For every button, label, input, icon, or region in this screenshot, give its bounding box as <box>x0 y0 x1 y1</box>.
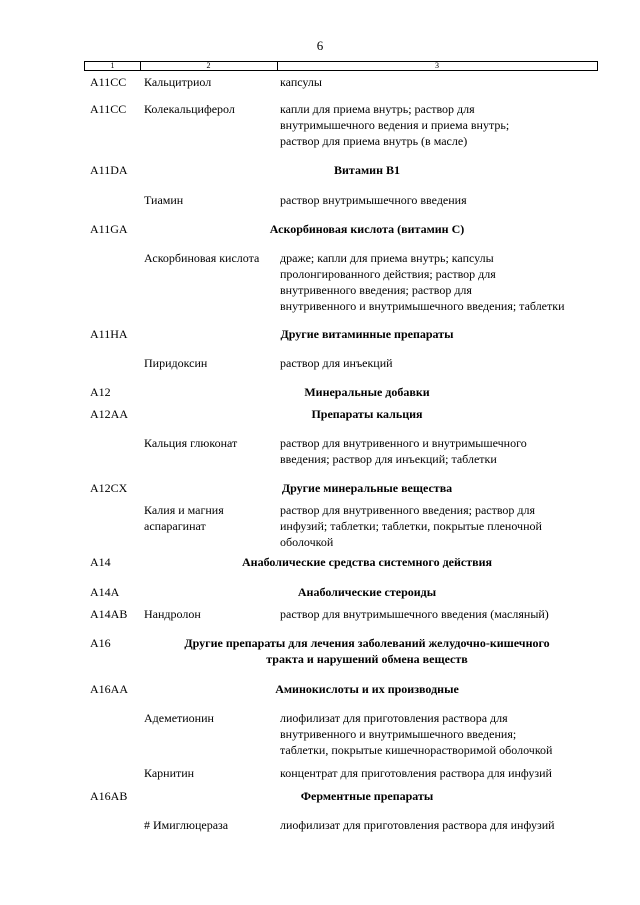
dosage-form: концентрат для приготовления раствора для инфузий <box>280 766 552 780</box>
dosage-form: лиофилизат для приготовления раствора для <box>280 711 508 725</box>
drug-name: аспарагинат <box>144 519 206 533</box>
group-heading: Другие витаминные препараты <box>280 327 454 341</box>
dosage-form: таблетки, покрытые кишечнорастворимой оболочкой <box>280 743 553 757</box>
group-heading: Другие минеральные вещества <box>281 481 453 495</box>
atc-code: A14A <box>90 585 120 599</box>
atc-code: A16 <box>90 636 111 650</box>
drug-name: Кальция глюконат <box>144 436 238 450</box>
dosage-form: внутривенного и внутримышечного введения; <box>280 727 517 741</box>
group-heading: Препараты кальция <box>311 407 423 421</box>
dosage-form: раствор внутримышечного введения <box>280 193 467 207</box>
drug-name: Адеметионин <box>144 711 214 725</box>
dosage-form: раствор для приема внутрь (в масле) <box>280 134 468 148</box>
dosage-form: внутривенного введения; раствор для <box>280 283 472 297</box>
group-heading: Ферментные препараты <box>300 789 434 803</box>
atc-code: A16AA <box>90 682 128 696</box>
column-number-2: 2 <box>140 62 278 70</box>
drug-name: # Имиглюцераза <box>144 818 229 832</box>
dosage-form: капсулы <box>280 75 322 89</box>
column-header-row <box>84 61 598 71</box>
dosage-form: раствор для внутривенного введения; раствор для <box>280 503 536 517</box>
group-heading: Минеральные добавки <box>304 385 430 399</box>
dosage-form: пролонгированного действия; раствор для <box>280 267 496 281</box>
dosage-form: раствор для внутривенного и внутримышечного <box>280 436 527 450</box>
drug-name: Пиридоксин <box>144 356 208 370</box>
drug-name: Карнитин <box>144 766 195 780</box>
group-heading: Анаболические средства системного действия <box>241 555 492 569</box>
drug-name: Тиамин <box>144 193 184 207</box>
atc-code: A11GA <box>90 222 128 236</box>
dosage-form: раствор для внутримышечного введения (масляный) <box>280 607 549 621</box>
atc-code: A14 <box>90 555 111 569</box>
atc-code: A12CX <box>90 481 128 495</box>
drug-name: Колекальциферол <box>144 102 235 116</box>
group-heading: Аминокислоты и их производные <box>275 682 459 696</box>
dosage-form: оболочкой <box>280 535 334 549</box>
group-heading: тракта и нарушений обмена веществ <box>266 652 468 666</box>
column-number-1: 1 <box>85 62 141 70</box>
atc-code: A11CC <box>90 102 127 116</box>
drug-name: Калия и магния <box>144 503 224 517</box>
dosage-form: внутривенного и внутримышечного введения; таблетки <box>280 299 565 313</box>
page-number: 6 <box>316 38 324 53</box>
drug-name: Кальцитриол <box>144 75 212 89</box>
atc-code: A14AB <box>90 607 128 621</box>
dosage-form: лиофилизат для приготовления раствора для инфузий <box>280 818 555 832</box>
atc-code: A11CC <box>90 75 127 89</box>
dosage-form: раствор для инъекций <box>280 356 393 370</box>
dosage-form: инфузий; таблетки; таблетки, покрытые пленочной <box>280 519 542 533</box>
group-heading: Другие препараты для лечения заболеваний желудочно-кишечного <box>184 636 550 650</box>
atc-code: A11DA <box>90 163 128 177</box>
dosage-form: капли для приема внутрь; раствор для <box>280 102 475 116</box>
group-heading: Анаболические стероиды <box>297 585 437 599</box>
dosage-form: драже; капли для приема внутрь; капсулы <box>280 251 494 265</box>
group-heading: Аскорбиновая кислота (витамин С) <box>269 222 465 236</box>
atc-code: A12AA <box>90 407 128 421</box>
atc-code: A16AB <box>90 789 128 803</box>
group-heading: Витамин В1 <box>334 163 400 177</box>
drug-name: Аскорбиновая кислота <box>144 251 260 265</box>
atc-code: A12 <box>90 385 111 399</box>
dosage-form: внутримышечного ведения и приема внутрь; <box>280 118 510 132</box>
drug-name: Нандролон <box>144 607 201 621</box>
atc-code: A11HA <box>90 327 128 341</box>
dosage-form: введения; раствор для инъекций; таблетки <box>280 452 497 466</box>
column-number-3: 3 <box>435 61 439 70</box>
